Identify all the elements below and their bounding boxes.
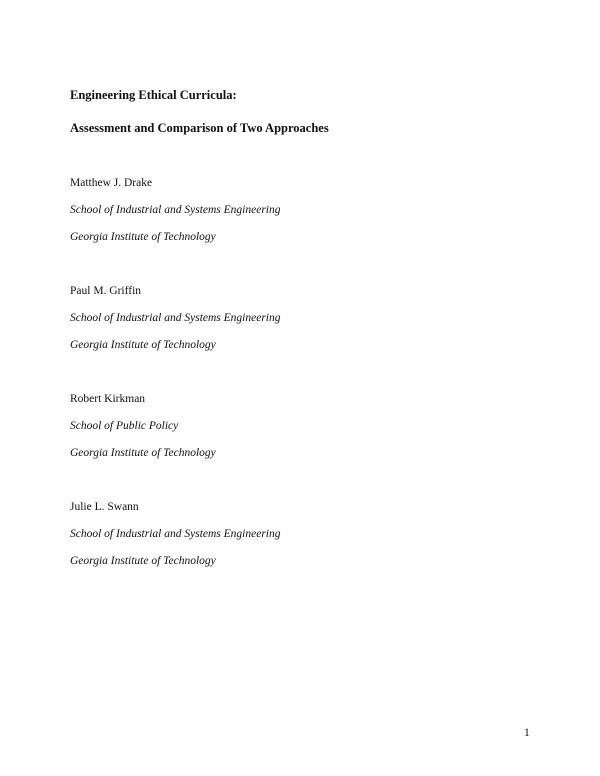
paper-subtitle: Assessment and Comparison of Two Approaches: [70, 121, 329, 135]
author-department: School of Industrial and Systems Engineering: [70, 528, 281, 540]
author-department: School of Industrial and Systems Engineering: [70, 312, 281, 324]
author-institution: Georgia Institute of Technology: [70, 447, 216, 459]
author-institution: Georgia Institute of Technology: [70, 339, 216, 351]
author-block: [70, 278, 530, 359]
author-block: [70, 170, 530, 251]
page-number: 1: [524, 727, 530, 739]
author-institution: Georgia Institute of Technology: [70, 231, 216, 243]
author-name: Matthew J. Drake: [70, 177, 153, 189]
author-name: Paul M. Griffin: [70, 285, 142, 297]
paper-title: Engineering Ethical Curricula:: [70, 88, 237, 102]
author-name: Robert Kirkman: [70, 393, 146, 405]
author-institution: Georgia Institute of Technology: [70, 555, 216, 567]
author-department: School of Public Policy: [70, 420, 179, 432]
author-name: Julie L. Swann: [70, 501, 139, 513]
author-department: School of Industrial and Systems Engineering: [70, 204, 281, 216]
author-block: [70, 494, 530, 575]
author-block: [70, 386, 530, 467]
